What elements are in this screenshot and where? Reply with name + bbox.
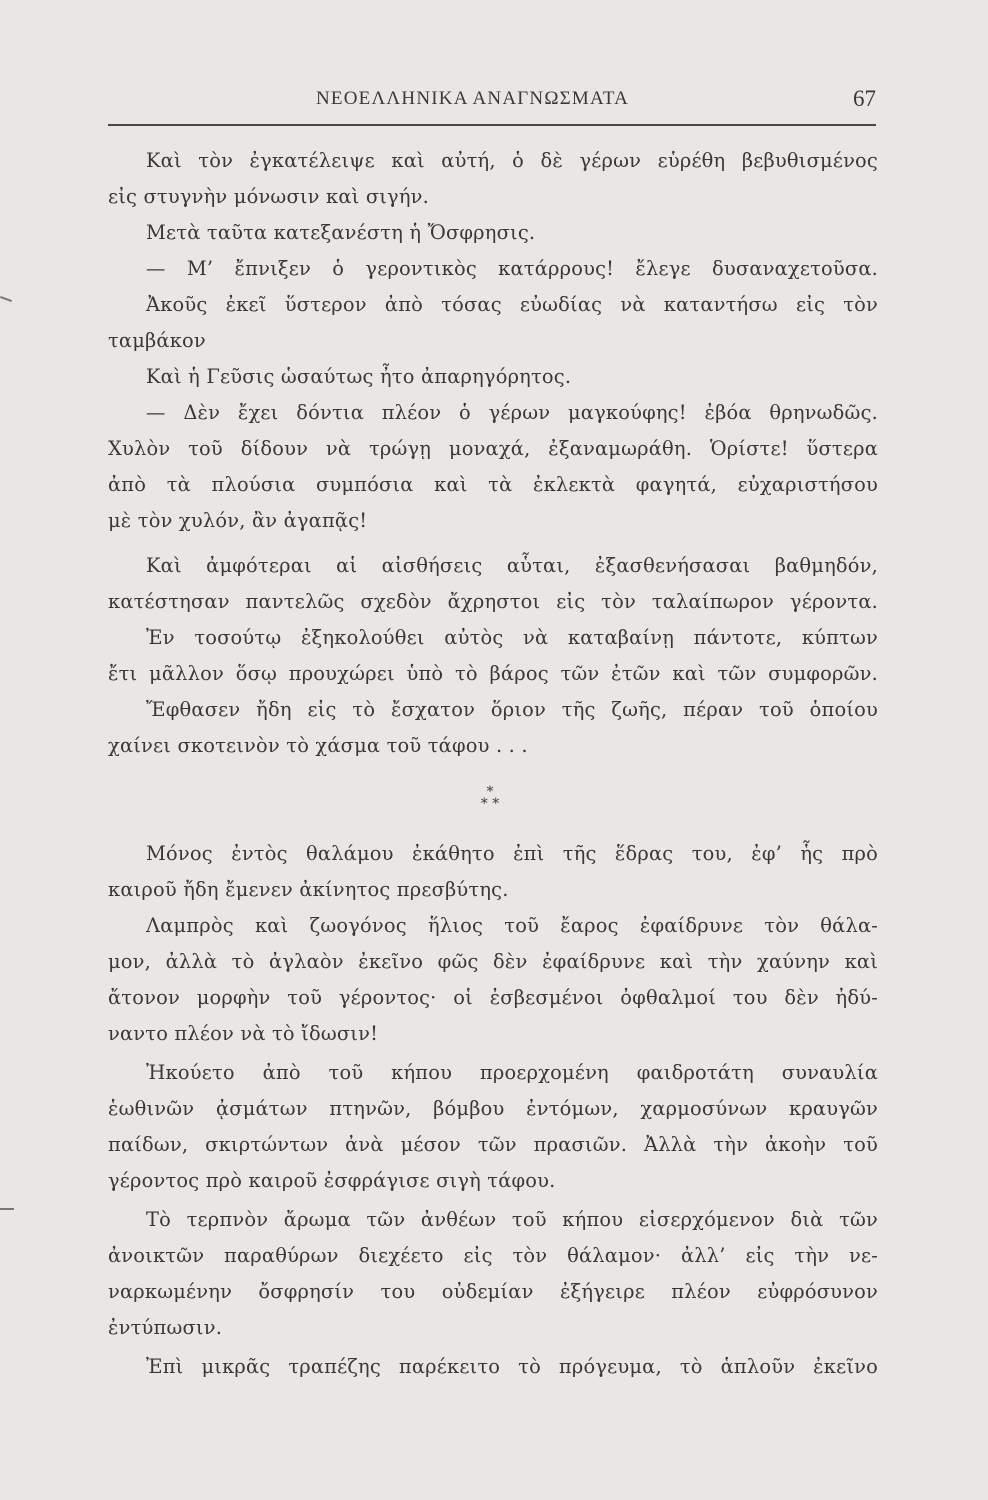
text-line: χαίνει σκοτεινὸν τὸ χάσμα τοῦ τάφου . . . bbox=[108, 734, 528, 757]
margin-mark bbox=[0, 1208, 14, 1210]
text-line: ναντο πλέον νὰ τὸ ἴδωσιν! bbox=[108, 1022, 379, 1045]
text-line: ἄτονον μορφὴν τοῦ γέροντος· οἱ ἐσβεσμένοι ὀφθαλμοί του δὲν ἠδύ- bbox=[108, 986, 878, 1009]
text-line: καιροῦ ἤδη ἔμενεν ἀκίνητος πρεσβύτης. bbox=[108, 878, 509, 901]
text-line: γέροντος πρὸ καιροῦ ἐσφράγισε σιγὴ τάφου. bbox=[108, 1169, 556, 1192]
text-line: ἑωθινῶν ᾀσμάτων πτηνῶν, βόμβου ἐντόμων, χαρμοσύνων κραυγῶν bbox=[108, 1097, 878, 1120]
text-line: Ἀκοῦς ἐκεῖ ὕστερον ἀπὸ τόσας εὐωδίας νὰ καταντήσω εἰς τὸν bbox=[146, 293, 878, 316]
page-number: 67 bbox=[853, 86, 876, 111]
running-title: ΝΕΟΕΛΛΗΝΙΚΑ ΑΝΑΓΝΩΣΜΑΤΑ bbox=[316, 88, 630, 109]
asterism-bottom: * * bbox=[480, 796, 500, 812]
text-line: — Μ’ ἔπνιξεν ὁ γεροντικὸς κατάρρους! ἔλεγε δυσαναχετοῦσα. bbox=[146, 257, 878, 280]
text-line: — Δὲν ἔχει δόντια πλέον ὁ γέρων μαγκούφης! ἐβόα θρηνωδῶς. bbox=[146, 401, 878, 424]
text-line: Ἐπὶ μικρᾶς τραπέζης παρέκειτο τὸ πρόγευμα, τὸ ἁπλοῦν ἐκεῖνο bbox=[146, 1355, 878, 1378]
text-line: Ἔφθασεν ἤδη εἰς τὸ ἔσχατον ὅριον τῆς ζωῆς, πέραν τοῦ ὁποίου bbox=[146, 698, 878, 721]
text-line: εἰς στυγνὴν μόνωσιν καὶ σιγήν. bbox=[108, 185, 430, 208]
text-line: μον, ἀλλὰ τὸ ἀγλαὸν ἐκεῖνο φῶς δὲν ἐφαίδρυνε καὶ τὴν χαύνην καὶ bbox=[108, 950, 878, 973]
text-line: Τὸ τερπνὸν ἄρωμα τῶν ἀνθέων τοῦ κήπου εἰσερχόμενον διὰ τῶν bbox=[146, 1208, 878, 1231]
text-line: Λαμπρὸς καὶ ζωογόνος ἥλιος τοῦ ἔαρος ἐφαίδρυνε τὸν θάλα- bbox=[146, 914, 878, 937]
header-rule bbox=[108, 124, 876, 126]
margin-mark bbox=[0, 296, 12, 302]
text-line: Χυλὸν τοῦ δίδουν νὰ τρώγῃ μοναχά, ἐξαναμωράθη. Ὁρίστε! ὕστερα bbox=[108, 437, 878, 460]
section-asterism bbox=[460, 786, 520, 810]
asterism-top: * bbox=[486, 784, 494, 800]
text-line: Μετὰ ταῦτα κατεξανέστη ἡ Ὄσφρησις. bbox=[146, 221, 536, 244]
text-line: Καὶ ἀμφότεραι αἱ αἰσθήσεις αὗται, ἐξασθενήσασαι βαθμηδόν, bbox=[146, 554, 878, 577]
text-line: ταμβάκον bbox=[108, 329, 206, 352]
text-line: παίδων, σκιρτώντων ἀνὰ μέσον τῶν πρασιῶν. Ἀλλὰ τὴν ἀκοὴν τοῦ bbox=[108, 1133, 878, 1156]
text-line: ναρκωμένην ὄσφρησίν του οὐδεμίαν ἐξήγειρε πλέον εὐφρόσυνον bbox=[108, 1280, 878, 1303]
text-line: ἀπὸ τὰ πλούσια συμπόσια καὶ τὰ ἐκλεκτὰ φαγητά, εὐχαριστήσου bbox=[108, 473, 878, 496]
page-header bbox=[110, 88, 876, 116]
text-line: κατέστησαν παντελῶς σχεδὸν ἄχρηστοι εἰς τὸν ταλαίπωρον γέροντα. bbox=[108, 590, 878, 613]
text-line: ἀνοικτῶν παραθύρων διεχέετο εἰς τὸν θάλαμον· ἀλλ’ εἰς τὴν νε- bbox=[108, 1244, 878, 1267]
text-line: ἐντύπωσιν. bbox=[108, 1316, 223, 1339]
text-line: Καὶ τὸν ἐγκατέλειψε καὶ αὐτή, ὁ δὲ γέρων εὑρέθη βεβυθισμένος bbox=[146, 149, 878, 172]
text-line: Καὶ ἡ Γεῦσις ὡσαύτως ἦτο ἀπαρηγόρητος. bbox=[146, 365, 572, 388]
text-line: ἔτι μᾶλλον ὅσῳ προυχώρει ὑπὸ τὸ βάρος τῶν ἐτῶν καὶ τῶν συμφορῶν. bbox=[108, 662, 878, 685]
text-line: Ἐν τοσούτῳ ἐξηκολούθει αὐτὸς νὰ καταβαίνῃ πάντοτε, κύπτων bbox=[146, 626, 878, 649]
text-line: Ἠκούετο ἀπὸ τοῦ κήπου προερχομένη φαιδροτάτη συναυλία bbox=[146, 1061, 878, 1084]
text-line: μὲ τὸν χυλόν, ἂν ἀγαπᾷς! bbox=[108, 509, 368, 532]
text-line: Μόνος ἐντὸς θαλάμου ἐκάθητο ἐπὶ τῆς ἕδρας του, ἐφ’ ἧς πρὸ bbox=[146, 842, 878, 865]
